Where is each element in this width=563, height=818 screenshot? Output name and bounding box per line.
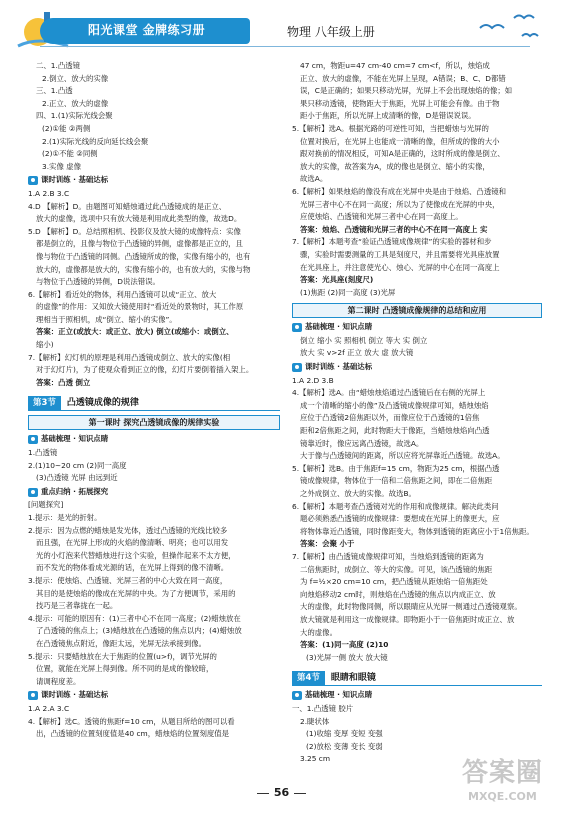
text-line: 倒立 缩小 实 照相机 倒立 等大 实 倒立 bbox=[300, 335, 428, 345]
text-line: 1.A 2.D 3.B bbox=[292, 375, 334, 385]
text-line: 像与物位于凸透镜的同侧。凸透镜所成的像，实像有缩小的，也有 bbox=[36, 251, 251, 261]
section-heading bbox=[292, 361, 542, 374]
text-line: 其目的是使烛焰的像成在光屏的中央。为了方便调节，采用的 bbox=[36, 588, 236, 598]
chapter-heading-4 bbox=[292, 670, 542, 686]
text-line: 6.【解析】本题考查凸透镜对光的作用和成像规律。解决此类问 bbox=[292, 501, 499, 511]
text-line: 对于幻灯片)，为了使观众看到正立的像，幻灯片要倒着插入架上。 bbox=[36, 365, 254, 375]
text-line: 7.【解析】本题考查“验证凸透镜成像规律”的实验的器材和步 bbox=[292, 237, 492, 247]
text-line: 在光具座上，并注意使光心、烛心、光屏的中心在同一高度上 bbox=[300, 262, 500, 272]
text-line: 2.倒立、放大的实像 bbox=[42, 73, 109, 83]
text-line: 题必须熟悉凸透镜的成像规律：要想成在光屏上的像更大，应 bbox=[300, 514, 500, 524]
section-badge-icon bbox=[28, 691, 38, 700]
text-line: 请调程度差。 bbox=[36, 676, 81, 686]
text-line: 技巧是三者靠拢在一起。 bbox=[36, 601, 118, 611]
section-badge-icon bbox=[292, 323, 302, 332]
text-line: 三、1.凸透 bbox=[36, 86, 73, 96]
text-line: 跟对换前的情况相反，可知A是正确的，这时所成的像是倒立、 bbox=[300, 149, 505, 159]
text-line: (3)光屏一侧 放大 放大镜 bbox=[306, 652, 388, 662]
text-line: (1)焦距 (2)同一高度 (3)光屏 bbox=[300, 287, 396, 297]
text-line: 放大 实 v>2f 正立 放大 虚 放大镜 bbox=[300, 348, 414, 358]
text-line: 距小于焦距，所以光屏上成清晰的像，D是错误说误。 bbox=[300, 111, 476, 121]
section-heading-text: 重点归纳 · 拓展探究 bbox=[41, 486, 109, 496]
left-answers-block bbox=[28, 60, 280, 389]
text-line: 而且强，在光屏上形成的火焰的像清晰、明亮；也可以用发 bbox=[36, 538, 229, 548]
text-line: 放大的虚像，选项中只有放大镜是利用成此类型的像，故选D。 bbox=[36, 214, 242, 224]
text-line: 二、1.凸透镜 bbox=[36, 61, 81, 70]
text-line: 正立、放大的虚像，不能在光屏上呈现，A错误；B、C、D都错 bbox=[300, 73, 506, 83]
text-line: 骤，实验时需要测量的工具是刻度尺，并且需要将光具座放置 bbox=[300, 249, 500, 259]
text-line: 而不发光的物体看成光源的话，在光屏上得到的像不清晰。 bbox=[36, 563, 229, 573]
text-line: 位置，就能在光屏上得到像。所不同的是成的像较暗， bbox=[36, 664, 214, 674]
text-line: 5.【解析】选B。由于焦距f=15 cm，物距为25 cm，根据凸透 bbox=[292, 463, 500, 473]
text-line: 距和2倍焦距之间，此时物距大于像距，当蜡烛烛焰向凸透 bbox=[300, 426, 490, 436]
right-column bbox=[292, 60, 542, 766]
chapter-title: 眼睛和眼镜 bbox=[330, 672, 376, 683]
section-heading bbox=[28, 433, 280, 446]
text-line: 的虚像”的作用：又知放大镜使用时“看近处的景物时，其工作原 bbox=[36, 302, 244, 312]
text-line: 与物位于凸透镜的异侧，D说法错误。 bbox=[36, 277, 160, 287]
section-heading bbox=[28, 689, 280, 702]
text-line: 1.凸透镜 bbox=[28, 448, 58, 458]
section-heading bbox=[292, 321, 542, 334]
text-line: [问题探究] bbox=[28, 500, 64, 510]
text-line: 5.【解析】选A。根据光路的可逆性可知，当把蜡烛与光屏的 bbox=[292, 123, 489, 133]
text-line: 误，C是正确的；如果只移动光屏，光屏上不会出现烛焰的像；如 bbox=[300, 86, 513, 96]
section-badge-icon bbox=[28, 435, 38, 444]
section-badge-icon bbox=[28, 488, 38, 497]
lesson-heading-1: 第一课时 探究凸透镜成像的规律实验 bbox=[28, 415, 280, 430]
text-line: 6.【解析】如果烛焰的像没有成在光屏中央是由于烛焰、凸透镜和 bbox=[292, 186, 506, 196]
text-line: 四、1.(1)实际光线会聚 bbox=[36, 111, 113, 121]
text-line: 5.D 【解析】D。总结照相机、投影仪及放大镜的成像特点：实像 bbox=[28, 226, 241, 236]
section-badge-icon bbox=[292, 363, 302, 372]
text-line: 2.提示：因为点燃的蜡烛是发光体，透过凸透镜的光线比较多 bbox=[28, 525, 228, 535]
watermark bbox=[458, 746, 554, 810]
text-line: 2.正立、放大的虚像 bbox=[42, 98, 109, 108]
page-number-text: 56 bbox=[273, 786, 290, 799]
text-line: 6.【解析】看近处的物体，利用凸透镜可以成“正立、放大 bbox=[28, 289, 217, 299]
chapter-tag: 第3节 bbox=[28, 396, 61, 411]
brand-title: 阳光课堂 金牌练习册 bbox=[88, 23, 206, 37]
text-line: (3)凸透镜 光屏 由远到近 bbox=[36, 473, 118, 483]
section-heading-text: 基础梳理 · 知识点睛 bbox=[305, 690, 373, 700]
section-badge-icon bbox=[28, 176, 38, 185]
text-line: 一、1.凸透镜 胶片 bbox=[292, 703, 354, 713]
header-divider bbox=[40, 46, 530, 47]
text-line: 2.(1)10~20 cm (2)同一高度 bbox=[28, 460, 127, 470]
text-line: 3.实像 虚像 bbox=[42, 161, 81, 171]
text-line: 放大镜就是利用这一成像规律。即物距小于一倍焦距时成正立、放 bbox=[300, 614, 515, 624]
text-line: 3.提示：使烛焰、凸透镜、光屏三者的中心大致在同一高度， bbox=[28, 575, 228, 585]
subject-grade-label: 物理 八年级上册 bbox=[287, 25, 375, 39]
text-line: 缩小) bbox=[36, 340, 54, 350]
text-line: (1)收缩 变厚 变短 变强 bbox=[306, 729, 383, 739]
text-line: 2.(1)实际光线的反向延长线会聚 bbox=[42, 136, 149, 146]
text-line: 光屏三者中心不在同一高度；所以为了使像成在光屏的中央， bbox=[300, 199, 500, 209]
text-line: 都是倒立的，且像与物位于凸透镜的异侧，虚像都是正立的，且 bbox=[36, 239, 243, 249]
text-line: 之外成倒立、放大的实像。故选B。 bbox=[300, 489, 416, 498]
text-line: 为 f=½×20 cm=10 cm，把凸透镜从距烛焰一倍焦距处 bbox=[300, 577, 488, 587]
section-heading-text: 课时训练 · 基础达标 bbox=[41, 690, 109, 700]
text-line: 2.睫状体 bbox=[300, 716, 330, 726]
left-lesson-block bbox=[28, 433, 280, 740]
chapter-heading-3 bbox=[28, 395, 280, 411]
text-line: 7.【解析】幻灯机的原理是利用凸透镜成倒立、放大的实像(相 bbox=[28, 352, 231, 362]
text-line: (2)①不能 ②同侧 bbox=[42, 149, 98, 159]
chapter-title: 凸透镜成像的规律 bbox=[66, 397, 139, 408]
text-line: 应位于凸透镜2倍焦距以外，而像应位于凸透镜的1倍焦 bbox=[300, 413, 480, 423]
text-line: 镜成像规律，物体位于一倍和二倍焦距之间，即在二倍焦距 bbox=[300, 476, 493, 486]
text-line: 位置对换后，在光屏上也能成一清晰的像，但所成的像的大小 bbox=[300, 136, 500, 146]
text-line: 出，凸透镜的位置刻度值是40 cm，蜡烛焰的位置刻度值是 bbox=[36, 729, 230, 739]
text-line: 大的虚像，此时物像同侧，所以眼睛应从光屏一侧通过凸透镜观察。 bbox=[300, 602, 522, 612]
text-line: 放大的实像，故答案为A，成的像也是倒立、缩小的实像， bbox=[300, 161, 490, 171]
right-lesson-block bbox=[292, 321, 542, 664]
section-heading bbox=[292, 689, 542, 702]
text-line: 答案：凸透 倒立 bbox=[36, 377, 91, 387]
text-line: 1.A 2.A 3.C bbox=[28, 703, 70, 713]
text-line: 光的小灯泡来代替蜡烛进行这个实验，但操作起来不太方便， bbox=[36, 550, 236, 560]
page-header bbox=[0, 0, 563, 58]
text-line: 理相当于照相机，成“倒立、缩小的实像”。 bbox=[36, 314, 177, 324]
watermark-url: MXQE.COM bbox=[468, 790, 537, 803]
section-heading-text: 课时训练 · 基础达标 bbox=[41, 175, 109, 185]
text-line: 答案：烛焰、凸透镜和光屏三者的中心不在同一高度上 实 bbox=[300, 224, 488, 234]
section-heading bbox=[28, 486, 280, 499]
text-line: 7.【解析】由凸透镜成像规律可知，当烛焰到透镜的距离为 bbox=[292, 551, 484, 561]
text-line: 1.A 2.B 3.C bbox=[28, 188, 70, 198]
watermark-logo-text: 答案圈 bbox=[462, 758, 544, 788]
text-line: 4.【解析】选C。透镜的焦距f=10 cm，从题目所给的图可以看 bbox=[28, 716, 235, 726]
text-line: 应使烛焰、凸透镜和光屏三者中心在同一高度上。 bbox=[300, 212, 463, 222]
text-line: 47 cm，物距u=47 cm-40 cm=7 cm<f，所以，烛焰成 bbox=[300, 61, 490, 70]
section-heading bbox=[28, 174, 280, 187]
text-line: 1.提示：是光的折射。 bbox=[28, 513, 102, 522]
text-line: 大于像与凸透镜间的距离，所以应将光屏靠近凸透镜。故选A。 bbox=[300, 451, 505, 461]
text-line: 了凸透镜的焦点上；(3)蜡烛放在凸透镜的焦点以内；(4)蜡烛放 bbox=[36, 626, 242, 636]
text-line: 向烛焰移动2 cm时，则烛焰在凸透镜的焦点以内成正立、放 bbox=[300, 589, 496, 599]
text-line: 3.25 cm bbox=[300, 754, 331, 764]
left-column bbox=[28, 60, 280, 741]
section-heading-text: 基础梳理 · 知识点睛 bbox=[305, 322, 373, 332]
lesson-heading-2: 第二课时 凸透镜成像规律的总结和应用 bbox=[292, 303, 542, 318]
text-line: 二倍焦距时，成倒立、等大的实像。可见，该凸透镜的焦距 bbox=[300, 564, 493, 574]
text-line: 答案：(1)同一高度 (2)10 bbox=[300, 640, 389, 650]
text-line: 果只移动透镜，使物距大于焦距，光屏上可能会有像。由于物 bbox=[300, 98, 500, 108]
text-line: 4.D 【解析】D。由题图可知蜡烛通过此凸透镜成的是正立、 bbox=[28, 201, 227, 211]
text-line: 故选A。 bbox=[300, 174, 328, 184]
text-line: 大的虚像。 bbox=[300, 627, 337, 637]
text-line: 将物体靠近凸透镜，同时像距变大，物体到透镜的距离应小于1倍焦距。 bbox=[300, 526, 534, 536]
text-line: 在凸透镜焦点附近，像距太远，光屏无法承接到像。 bbox=[36, 638, 206, 648]
section-heading-text: 课时训练 · 基础达标 bbox=[305, 362, 373, 372]
section-heading-text: 基础梳理 · 知识点睛 bbox=[41, 434, 109, 444]
text-line: 放大的，虚像都是放大的，实像有缩小的，也有放大的，实像与物 bbox=[36, 264, 251, 274]
text-line: 答案：正立(或放大：或正立、放大) 倒立(或缩小：或倒立、 bbox=[36, 327, 234, 337]
text-line: 4.提示：可能的原因有：(1)三者中心不在同一高度；(2)蜡烛放在 bbox=[28, 613, 241, 623]
text-line: (2)放松 变薄 变长 变弱 bbox=[306, 741, 383, 751]
text-line: 答案：会聚 小于 bbox=[300, 539, 355, 549]
text-line: 答案：光具座(刻度尺) bbox=[300, 275, 374, 285]
birds-decoration-icon bbox=[470, 8, 550, 48]
text-line: 5.提示：只要蜡烛放在大于焦距的位置(u>f)，调节光屏的 bbox=[28, 651, 217, 661]
section-badge-icon bbox=[292, 691, 302, 700]
text-line: 4.【解析】选A。由“蜡烛烛焰通过凸透镜后在右侧的光屏上 bbox=[292, 388, 486, 398]
text-line: (2)①能 ②两侧 bbox=[42, 123, 91, 133]
chapter-tag: 第4节 bbox=[292, 671, 325, 686]
right-answers-block bbox=[292, 60, 542, 299]
text-line: 成一个清晰的缩小的像”及凸透镜成像规律可知，蜡烛烛焰 bbox=[300, 400, 489, 410]
text-line: 镜靠近时，像应远离凸透镜，故选A。 bbox=[300, 438, 424, 448]
